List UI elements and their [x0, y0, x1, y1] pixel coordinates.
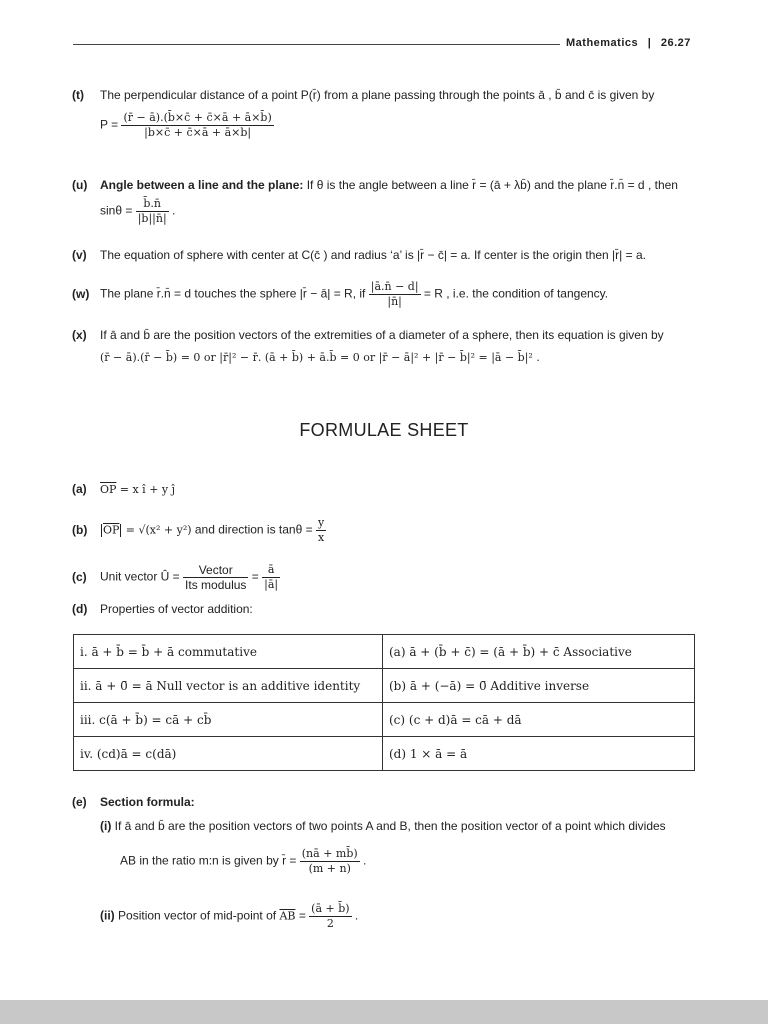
table-cell: (b) ā + (−ā) = 0̄ Additive inverse	[383, 669, 695, 703]
table-row	[74, 635, 695, 669]
table-cell: (a) ā + (b̄ + c̄) = (ā + b̄) + c̄ Associative	[383, 635, 695, 669]
item-t-fraction: $\frac{(r̄ - ā).(b̄\times c̄ + c̄\times ā + ā\times b̄)}{|b̄\times c̄ + c̄\times ā + ā\times b̄|}$	[123, 111, 272, 139]
section-formula-title: Section formula:	[100, 795, 195, 809]
table-cell: iv. (cd)ā = c(dā)	[74, 737, 383, 771]
table-cell: i. ā + b̄ = b̄ + ā commutative	[74, 635, 383, 669]
item-u-fraction: $\frac{b̄.n̄}{|b̄||n̄|}$	[137, 197, 167, 225]
table-row	[74, 703, 695, 737]
formula-e-i-line2: AB in the ratio m:n is given by r̄ = $\frac{(nā + mb̄)}{(m + n)}$ .	[120, 847, 367, 875]
item-w-fraction: $\frac{|ā.n̄ - d|}{|n̄|}$	[370, 280, 419, 308]
item-t-formula: P = $\frac{(r̄ - ā).(b̄\times c̄ + c̄\times ā + ā\times b̄)}{|b̄\times c̄ + c̄\times ā + ā\times b̄|}$	[100, 111, 272, 139]
item-t-label: (t)	[72, 88, 84, 102]
table-cell: (d) 1 × ā = ā	[383, 737, 695, 771]
midpoint-fraction: $\frac{(ā + b̄)}{2}$	[311, 902, 350, 930]
table-cell: (c) (c + d)ā = cā + dā	[383, 703, 695, 737]
formula-c-fraction-2: $\frac{ā}{|ā|}$	[264, 563, 279, 591]
footer-band	[0, 1000, 768, 1024]
item-v	[72, 247, 646, 263]
formula-a-op: $\overline{OP}$	[100, 483, 117, 496]
formula-e-i: (i) If ā and b̄ are the position vectors of two points A and B, then the position vector of a point which divides	[100, 819, 666, 833]
formula-e-ii: (ii) Position vector of mid-point of $\overline{AB}$ = $\frac{(ā + b̄)}{2}$ .	[100, 902, 359, 930]
table-row	[74, 669, 695, 703]
formula-c: (c) Unit vector Û = $\frac{\text{Vector}}{\text{Its modulus}}$ = $\frac{ā}{|ā|}$	[72, 563, 279, 592]
item-t	[72, 87, 654, 103]
item-v-text: The equation of sphere with center at C(c̄ ) and radius ‘a’ is |r̄ − c̄| = a. If center is the origin then |r̄| = a.	[100, 248, 646, 262]
formula-a: (a) $\overline{OP} = x$ î + y ĵ	[72, 482, 176, 496]
item-x-text: If ā and b̄ are the position vectors of the extremities of a diameter of a sphere, then its equation is given by	[100, 328, 664, 342]
formulae-sheet-title: FORMULAE SHEET	[299, 420, 469, 440]
table-cell: iii. c(ā + b̄) = cā + cb̄	[74, 703, 383, 737]
table-row	[74, 737, 695, 771]
item-u-bold: Angle between a line and the plane:	[100, 178, 304, 192]
item-u	[72, 177, 678, 193]
running-header	[566, 37, 691, 49]
formula-c-fraction: $\frac{\text{Vector}}{\text{Its modulus}}$	[185, 563, 247, 592]
header-separator: |	[647, 37, 652, 49]
item-w-label: (w)	[72, 286, 90, 301]
formula-d: (d) Properties of vector addition:	[72, 602, 253, 616]
item-w: (w) The plane r̄.n̄ = d touches the sphere |r̄ − ā| = R, if $\frac{|ā.n̄ - d|}{|n̄|}$ = R , i.e. the condition of tangency.	[72, 280, 609, 308]
item-x	[72, 327, 664, 343]
table-cell: ii. ā + 0̄ = ā Null vector is an additive identity	[74, 669, 383, 703]
header-rule	[73, 44, 560, 45]
item-v-label: (v)	[72, 248, 87, 262]
item-t-text: The perpendicular distance of a point P(r̄) from a plane passing through the points ā , b̄ and c̄ is given by	[100, 88, 655, 102]
item-u-formula: sinθ = $\frac{b̄.n̄}{|b̄||n̄|}$ .	[100, 197, 176, 225]
section-formula-fraction: $\frac{(nā + mb̄)}{(m + n)}$	[301, 847, 358, 875]
formula-b-fraction: $\frac{y}{x}$	[317, 516, 325, 544]
formula-b: (b) $\overline{OP} = √(x^2 + y^2)$ and direction is tanθ = $\frac{y}{x}$	[72, 516, 325, 544]
vector-addition-properties-table	[73, 634, 695, 771]
item-x-label: (x)	[72, 328, 87, 342]
header-subject: Mathematics	[566, 37, 639, 49]
formula-e: (e) Section formula:	[72, 795, 195, 809]
item-u-label: (u)	[72, 178, 88, 192]
item-u-text: If θ is the angle between a line r̄ = (ā + λb̄) and the plane r̄.n̄ = d , then	[306, 178, 678, 192]
page-number: 26.27	[660, 37, 691, 49]
item-x-equation: (r̄ − ā).(r̄ − b̄) = 0 or |r̄|² − r̄. (ā + b̄) + ā.b̄ = 0 or |r̄ − ā|² + |r̄ − b̄|² = |ā − b̄|² .	[100, 351, 540, 364]
